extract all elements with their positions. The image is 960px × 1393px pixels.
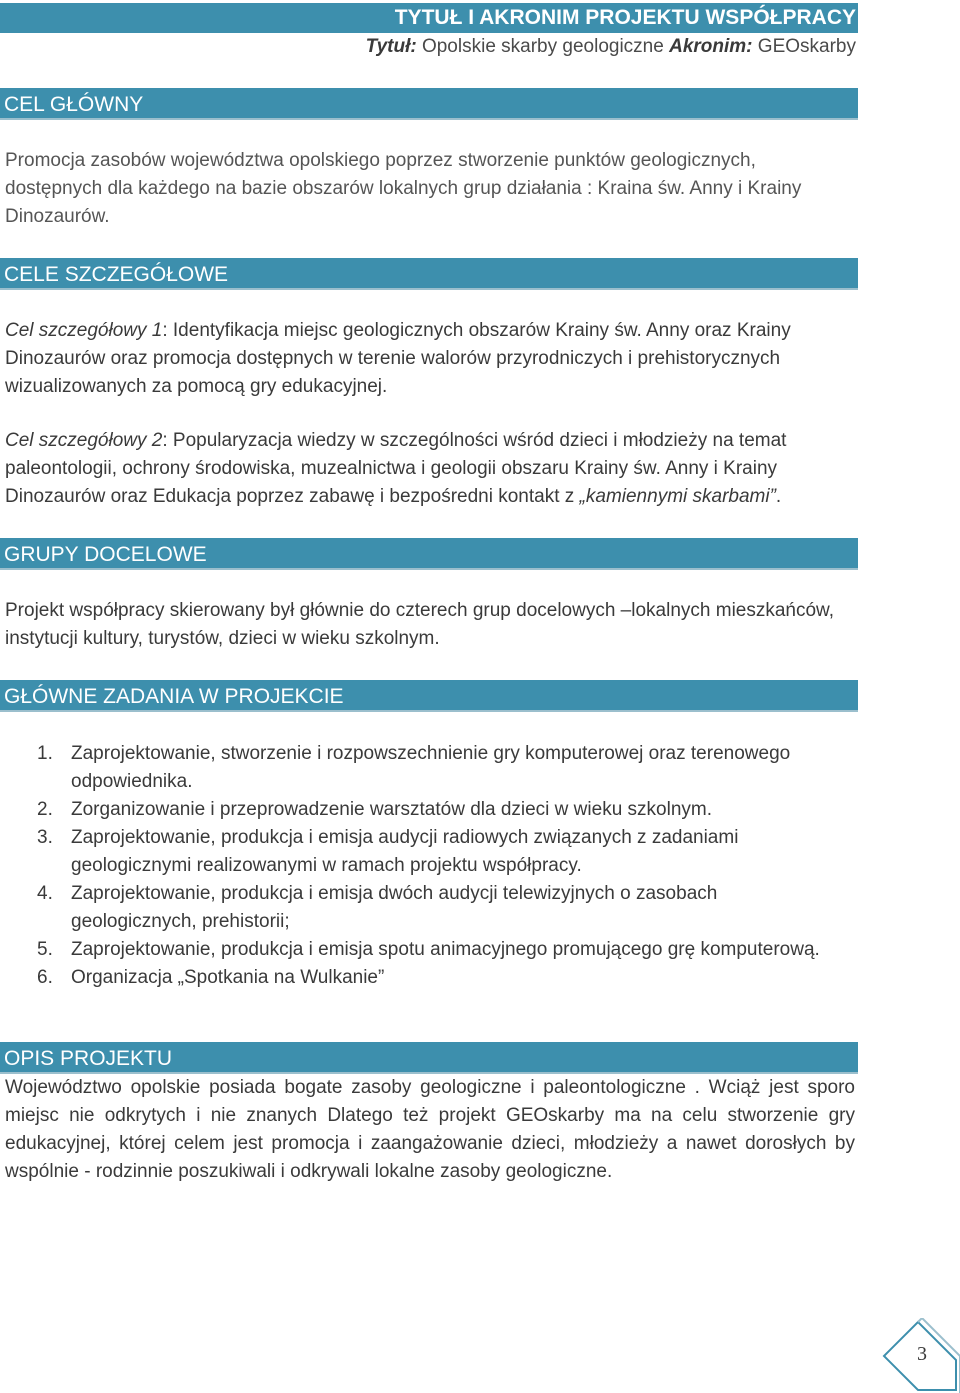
section-heading-cele-szczegolowe: [0, 258, 858, 290]
goal-2-text: : Popularyzacja wiedzy w szczególności wśród dzieci i młodzieży na temat paleontologii, ochrony środowiska, muzealnictwa i geologii obszaru Krainy św. Anny i Krainy Dinozaurów oraz Edukacja poprzez zabawę i bezpośredni kontakt z: [5, 430, 787, 507]
section-heading-grupy-docelowe: [0, 538, 858, 570]
title-value: Opolskie skarby geologiczne: [416, 36, 670, 57]
list-item: [37, 796, 837, 824]
list-item-text: Organizacja „Spotkania na Wulkanie”: [71, 967, 385, 988]
list-item-text: Zorganizowanie i przeprowadzenie warsztatów dla dzieci w wieku szkolnym.: [71, 799, 712, 820]
goal-1-text: : Identyfikacja miejsc geologicznych obszarów Krainy św. Anny oraz Krainy Dinozaurów oraz promocja dostępnych w terenie walorów przyrodniczych i prehistorycznych wizualizowanych za pomocą gry edukacyjnej.: [5, 320, 791, 397]
section-heading-text: CEL GŁÓWNY: [4, 93, 144, 116]
list-item-number: 3.: [37, 827, 53, 848]
acronym-label: Akronim:: [669, 36, 753, 57]
goal-2-italic: „kamiennymi skarbami”: [579, 486, 776, 507]
main-title: TYTUŁ I AKRONIM PROJEKTU WSPÓŁPRACY: [394, 6, 856, 29]
section-heading-opis-projektu: [0, 1042, 858, 1074]
list-item-text: Zaprojektowanie, produkcja i emisja spotu animacyjnego promującego grę komputerową.: [71, 939, 820, 960]
list-item-number: 6.: [37, 967, 53, 988]
list-item: [37, 936, 837, 964]
section-heading-text: GŁÓWNE ZADANIA W PROJEKCIE: [4, 685, 344, 708]
list-item: [37, 740, 837, 796]
list-item-number: 2.: [37, 799, 53, 820]
list-item-number: 4.: [37, 883, 53, 904]
list-item-number: 5.: [37, 939, 53, 960]
list-item: [37, 880, 837, 936]
section-heading-cel-glowny: [0, 88, 858, 120]
tasks-list: [37, 740, 837, 992]
title-label: Tytuł:: [365, 36, 417, 57]
section-heading-text: OPIS PROJEKTU: [4, 1047, 173, 1070]
section-heading-glowne-zadania: [0, 680, 858, 712]
list-item-text: Zaprojektowanie, produkcja i emisja audycji radiowych związanych z zadaniami geologicznymi realizowanymi w ramach projektu współpracy.: [71, 827, 739, 876]
list-item-number: 1.: [37, 743, 53, 764]
page-number: 3: [917, 1343, 927, 1365]
goal-2-paragraph: [5, 427, 855, 511]
acronym-value: GEOskarby: [752, 36, 856, 57]
list-item: [37, 964, 837, 992]
goal-1-label: Cel szczegółowy 1: [5, 320, 163, 341]
list-item-text: Zaprojektowanie, produkcja i emisja dwóch audycji telewizyjnych o zasobach geologicznych, prehistorii;: [71, 883, 718, 932]
cel-glowny-text: Promocja zasobów województwa opolskiego poprzez stworzenie punktów geologicznych, dostępnych dla każdego na bazie obszarów lokalnych grup działania : Kraina św. Anny i Krainy Dinozaurów.: [5, 150, 802, 227]
opis-projektu-text: Województwo opolskie posiada bogate zasoby geologiczne i paleontologiczne . Wciąż jest sporo miejsc nie odkrytych i nie znanych Dlatego też projekt GEOskarby ma na celu stworzenie gry edukacyjnej, której celem jest promocja i zaangażowanie dzieci, młodzieży a nawet dorosłych by wspólnie - rodzinnie poszukiwali i odkrywali lokalne zasoby geologiczne.: [5, 1077, 855, 1182]
section-heading-text: GRUPY DOCELOWE: [4, 543, 207, 566]
section-heading-text: CELE SZCZEGÓŁOWE: [4, 263, 229, 286]
main-title-bar: [0, 3, 858, 33]
list-item-text: Zaprojektowanie, stworzenie i rozpowszechnienie gry komputerowej oraz terenowego odpowiednika.: [71, 743, 791, 792]
grupy-docelowe-text: Projekt współpracy skierowany był głównie do czterech grup docelowych –lokalnych mieszkańców, instytucji kultury, turystów, dzieci w wieku szkolnym.: [5, 600, 835, 649]
list-item: [37, 824, 837, 880]
goal-1-paragraph: [5, 317, 855, 401]
project-subtitle: [0, 35, 856, 59]
goal-2-end: .: [775, 486, 782, 507]
goal-2-label: Cel szczegółowy 2: [5, 430, 163, 451]
